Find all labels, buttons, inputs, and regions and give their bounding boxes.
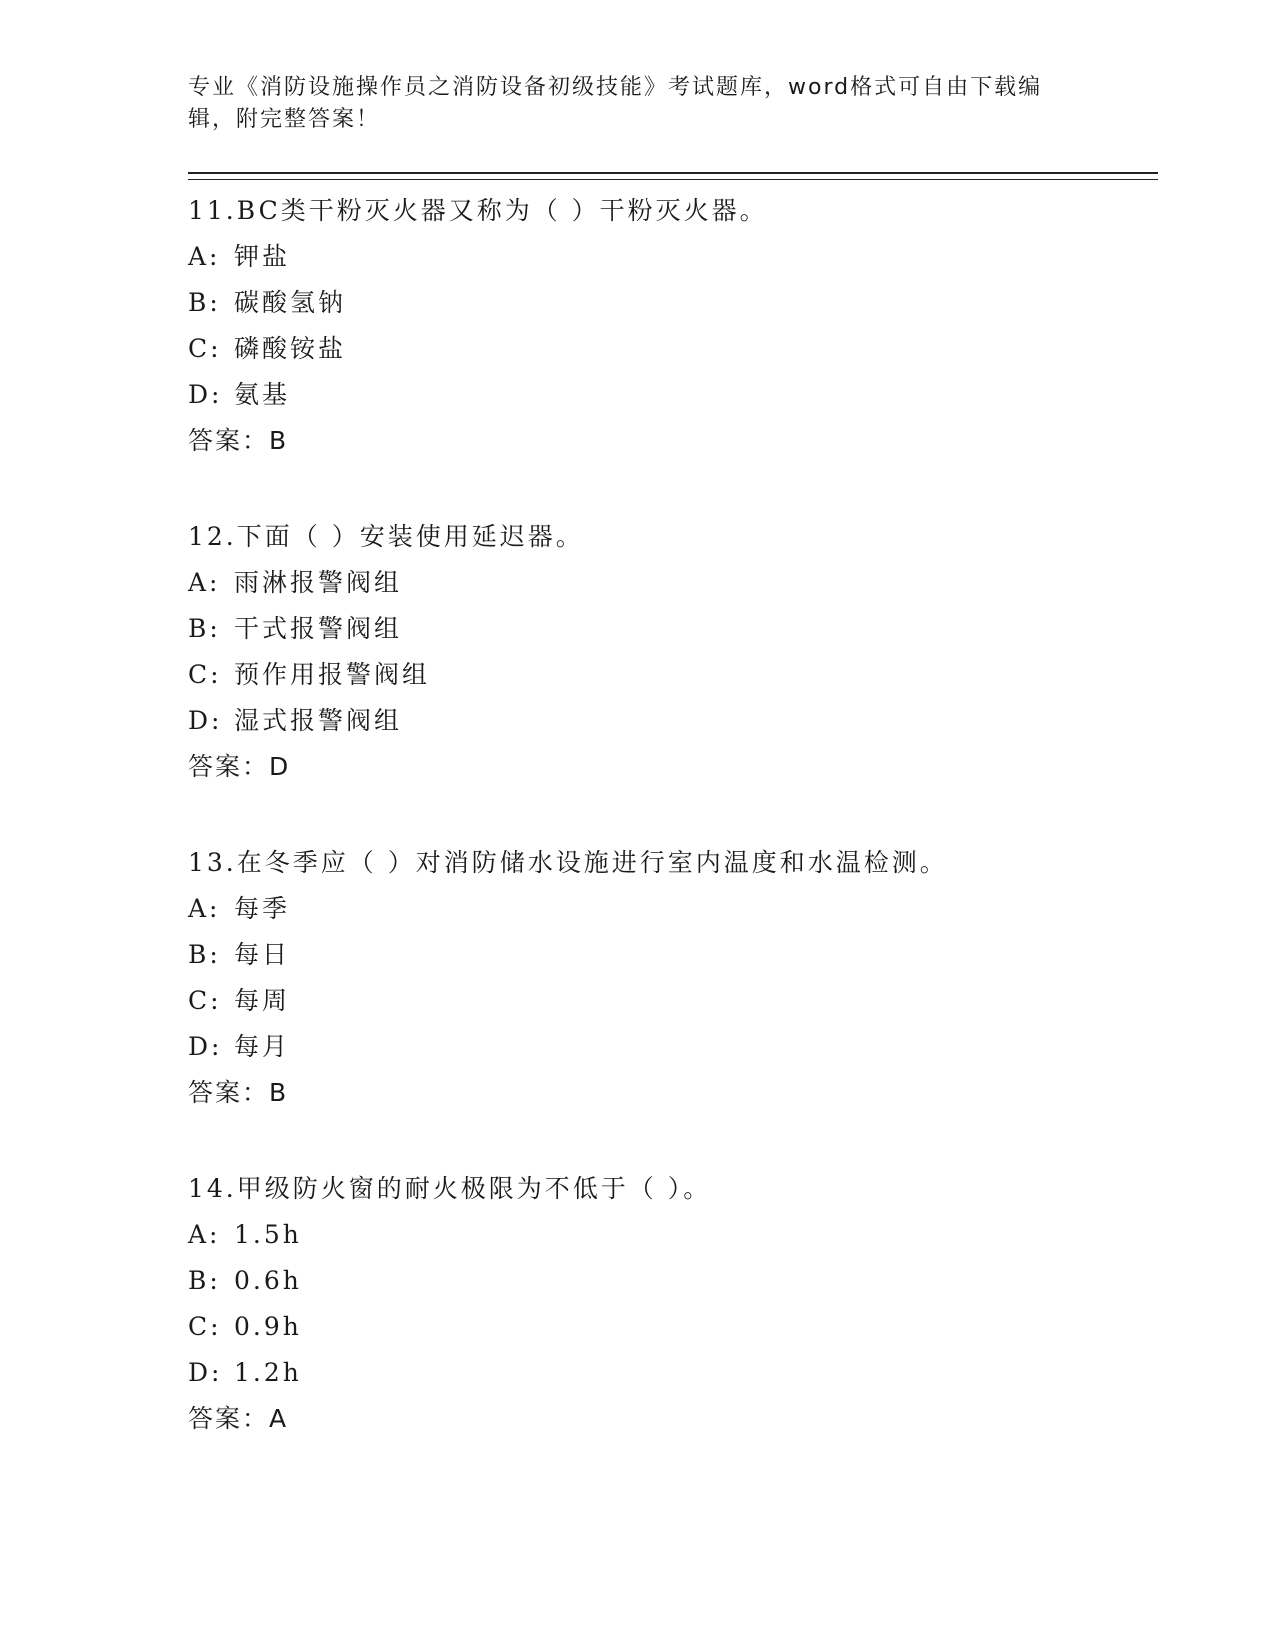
option-letter: D: <box>188 1358 223 1387</box>
question-title: 12.下面（ ）安装使用延迟器。 <box>188 522 584 551</box>
option-b <box>188 932 1158 978</box>
question-14 <box>188 1166 1158 1442</box>
option-text: 湿式报警阀组 <box>234 706 403 735</box>
option-a <box>188 560 1158 606</box>
document-page <box>188 72 1158 1442</box>
option-text: 每季 <box>234 894 291 923</box>
document-header: 专业《消防设施操作员之消防设备初级技能》考试题库，word格式可自由下载编辑，附完整答案！ <box>188 75 1043 132</box>
question-13 <box>188 840 1158 1116</box>
option-text: 1.5h <box>234 1220 302 1249</box>
option-letter: C: <box>188 986 222 1015</box>
option-text: 雨淋报警阀组 <box>234 568 403 597</box>
option-text: 碳酸氢钠 <box>234 288 347 317</box>
question-title: 13.在冬季应（ ）对消防储水设施进行室内温度和水温检测。 <box>188 848 948 877</box>
option-text: 1.2h <box>234 1358 302 1387</box>
header-divider <box>188 172 1158 180</box>
option-letter: C: <box>188 334 222 363</box>
option-text: 每日 <box>234 940 291 969</box>
option-letter: B: <box>188 940 221 969</box>
option-d <box>188 698 1158 744</box>
option-letter: B: <box>188 1266 221 1295</box>
question-11 <box>188 188 1158 464</box>
option-d <box>188 1024 1158 1070</box>
option-letter: C: <box>188 660 222 689</box>
answer-line: 答案：B <box>188 426 289 455</box>
option-letter: A: <box>188 242 221 271</box>
option-b <box>188 1258 1158 1304</box>
option-letter: D: <box>188 706 223 735</box>
option-b <box>188 280 1158 326</box>
option-a <box>188 234 1158 280</box>
option-letter: D: <box>188 1032 223 1061</box>
question-title: 11.BC类干粉灭火器又称为（ ）干粉灭火器。 <box>188 196 768 225</box>
option-text: 0.6h <box>234 1266 302 1295</box>
option-text: 每周 <box>234 986 291 1015</box>
option-text: 氨基 <box>234 380 291 409</box>
option-c <box>188 1304 1158 1350</box>
option-b <box>188 606 1158 652</box>
option-text: 钾盐 <box>234 242 291 271</box>
answer-line: 答案：A <box>188 1404 289 1433</box>
option-letter: C: <box>188 1312 222 1341</box>
option-a <box>188 886 1158 932</box>
option-text: 磷酸铵盐 <box>234 334 347 363</box>
option-letter: B: <box>188 288 221 317</box>
option-text: 预作用报警阀组 <box>234 660 431 689</box>
option-letter: D: <box>188 380 223 409</box>
option-d <box>188 1350 1158 1396</box>
option-letter: B: <box>188 614 221 643</box>
option-d <box>188 372 1158 418</box>
answer-line: 答案：B <box>188 1078 289 1107</box>
option-a <box>188 1212 1158 1258</box>
question-title: 14.甲级防火窗的耐火极限为不低于（ ）。 <box>188 1174 712 1203</box>
option-text: 干式报警阀组 <box>234 614 403 643</box>
option-c <box>188 978 1158 1024</box>
option-letter: A: <box>188 568 221 597</box>
option-text: 0.9h <box>234 1312 302 1341</box>
option-letter: A: <box>188 1220 221 1249</box>
option-letter: A: <box>188 894 221 923</box>
answer-line: 答案：D <box>188 752 291 781</box>
option-c <box>188 326 1158 372</box>
option-text: 每月 <box>234 1032 291 1061</box>
question-12 <box>188 514 1158 790</box>
option-c <box>188 652 1158 698</box>
